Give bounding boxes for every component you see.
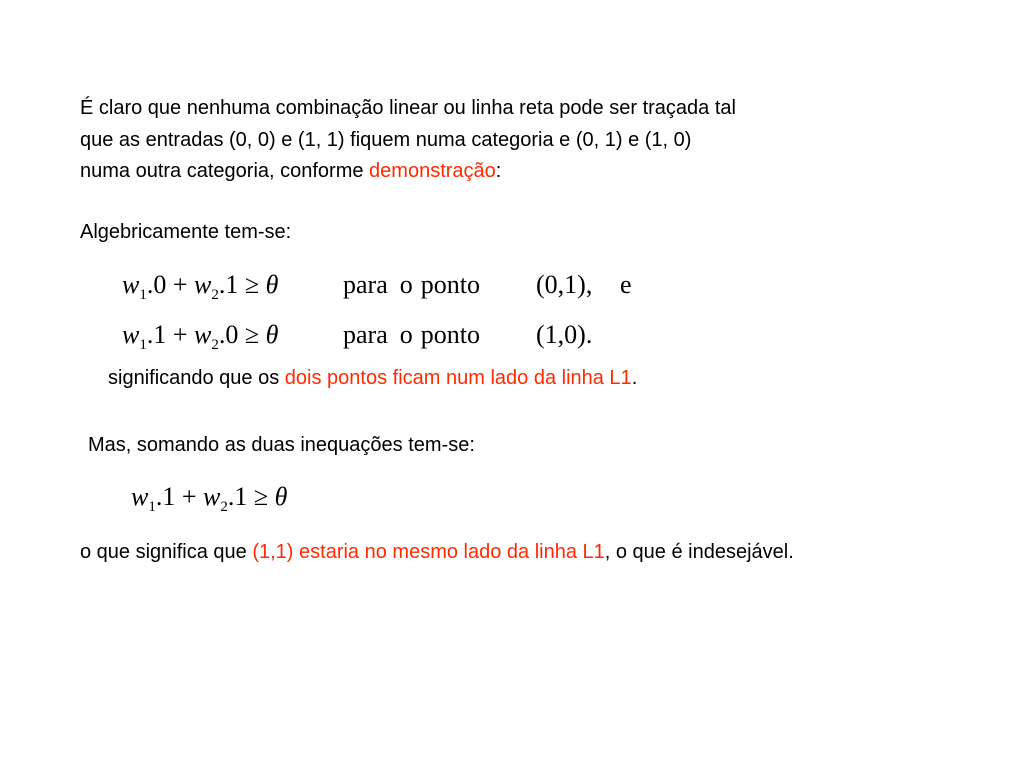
eq2-w2: w — [194, 320, 212, 349]
eq3-term2: .1 ≥ — [227, 482, 275, 511]
eq2-theta: θ — [265, 320, 279, 349]
intro-line-2: que as entradas (0, 0) e (1, 1) fiquem numa categoria e (0, 1) e (1, 0) — [80, 129, 692, 151]
eq1-o: o — [399, 270, 413, 299]
eq1-theta: θ — [265, 270, 279, 299]
eq1-text — [343, 270, 480, 300]
eq1-term2: .1 ≥ — [218, 270, 266, 299]
eq2-ponto: ponto — [420, 320, 480, 349]
eq2-w1: w — [122, 320, 140, 349]
eq3-w1: w — [131, 482, 149, 511]
meaning-text: significando que os — [108, 367, 285, 389]
meaning-period: . — [631, 367, 638, 389]
meaning-line — [108, 366, 637, 391]
conclusion-text: o que significa que — [80, 541, 253, 563]
eq2-term1: .1 + — [146, 320, 195, 349]
eq1-w1: w — [122, 270, 140, 299]
conclusion-line — [80, 540, 794, 565]
equation-1 — [122, 270, 279, 303]
eq1-point: (0,1), — [536, 270, 593, 299]
intro-line-3 — [80, 159, 501, 184]
eq3-theta: θ — [274, 482, 288, 511]
conclusion-highlight: (1,1) estaria no mesmo lado da linha L1 — [252, 541, 605, 563]
demonstration-highlight: demonstração — [369, 160, 496, 182]
eq2-o: o — [399, 320, 413, 349]
intro-line-3-text: numa outra categoria, conforme — [80, 160, 370, 182]
eq2-term2: .0 ≥ — [218, 320, 266, 349]
equation-2 — [122, 320, 279, 353]
eq3-term1: .1 + — [155, 482, 204, 511]
eq2-text — [343, 320, 480, 350]
eq3-sub1: 1 — [148, 499, 156, 515]
eq3-w2: w — [203, 482, 221, 511]
eq2-sub2: 2 — [211, 337, 219, 353]
sum-label: Mas, somando as duas inequações tem-se: — [88, 434, 475, 456]
eq1-ponto: ponto — [420, 270, 480, 299]
intro-line-1: É claro que nenhuma combinação linear ou linha reta pode ser traçada tal — [80, 97, 736, 119]
eq2-sub1: 1 — [139, 337, 147, 353]
equation-3 — [131, 482, 288, 515]
eq2-para: para — [343, 320, 388, 349]
eq2-point: (1,0). — [536, 320, 593, 349]
conclusion-suffix: , o que é indesejável. — [604, 541, 794, 563]
eq1-sub1: 1 — [139, 287, 147, 303]
eq1-para: para — [343, 270, 388, 299]
eq3-sub2: 2 — [220, 499, 228, 515]
meaning-highlight: dois pontos ficam num lado da linha L1 — [284, 367, 632, 389]
intro-line-3-colon: : — [495, 160, 502, 182]
algebra-label: Algebricamente tem-se: — [80, 221, 292, 243]
eq1-conjunction: e — [620, 270, 632, 299]
eq1-term1: .0 + — [146, 270, 195, 299]
eq1-sub2: 2 — [211, 287, 219, 303]
eq1-w2: w — [194, 270, 212, 299]
